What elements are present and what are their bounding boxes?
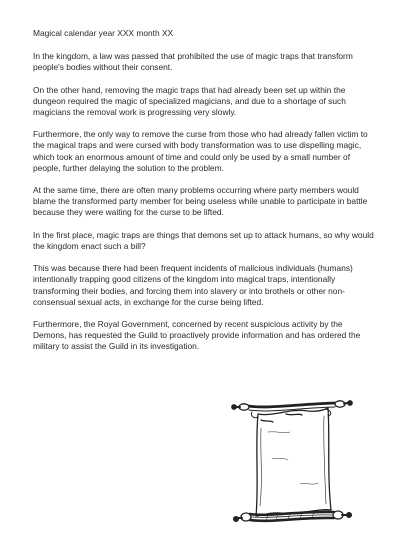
paragraph-4: At the same time, there are often many problems occurring where party members would blame the transformed party member for being useless while unable to participate in battle because they were waiting for the curse to be lifted. (33, 185, 368, 218)
paragraph-6: This was because there had been frequent incidents of malicious individuals (humans) intentionally trapping good citizens of the kingdom into magical traps, intentionally transforming their bodies, and forcing them into slavery or into brothels or other non-consensual sexual acts, in exchange for the curse being lifted. (33, 263, 353, 307)
paragraph-7: Furthermore, the Royal Government, concerned by recent suspicious activity by the Demons, has requested the Guild to proactively provide information and has ordered the military to assist the Guild in its investigation. (33, 319, 361, 352)
paragraph-1: In the kingdom, a law was passed that prohibited the use of magic traps that transform people's bodies without their consent. (33, 51, 353, 73)
paragraph-2: On the other hand, removing the magic traps that had already been set up within the dungeon required the magic of specialized magicians, and due to a shortage of such magicians the removal work is progressing very slowly. (33, 84, 346, 117)
parchment-scroll-icon (228, 398, 356, 538)
document-heading: Magical calendar year XXX month XX (33, 28, 174, 38)
paragraph-5: In the first place, magic traps are things that demons set up to attack humans, so why would the kingdom enact such a bill? (33, 229, 374, 251)
paragraph-3: Furthermore, the only way to remove the curse from those who had already fallen victim to the magical traps and were cursed with body transformation was to use dispelling magic, which took an enormous amount of time and could only be used by a small number of people, further delaying the solution to the problem. (33, 129, 368, 173)
document-body (33, 28, 378, 364)
